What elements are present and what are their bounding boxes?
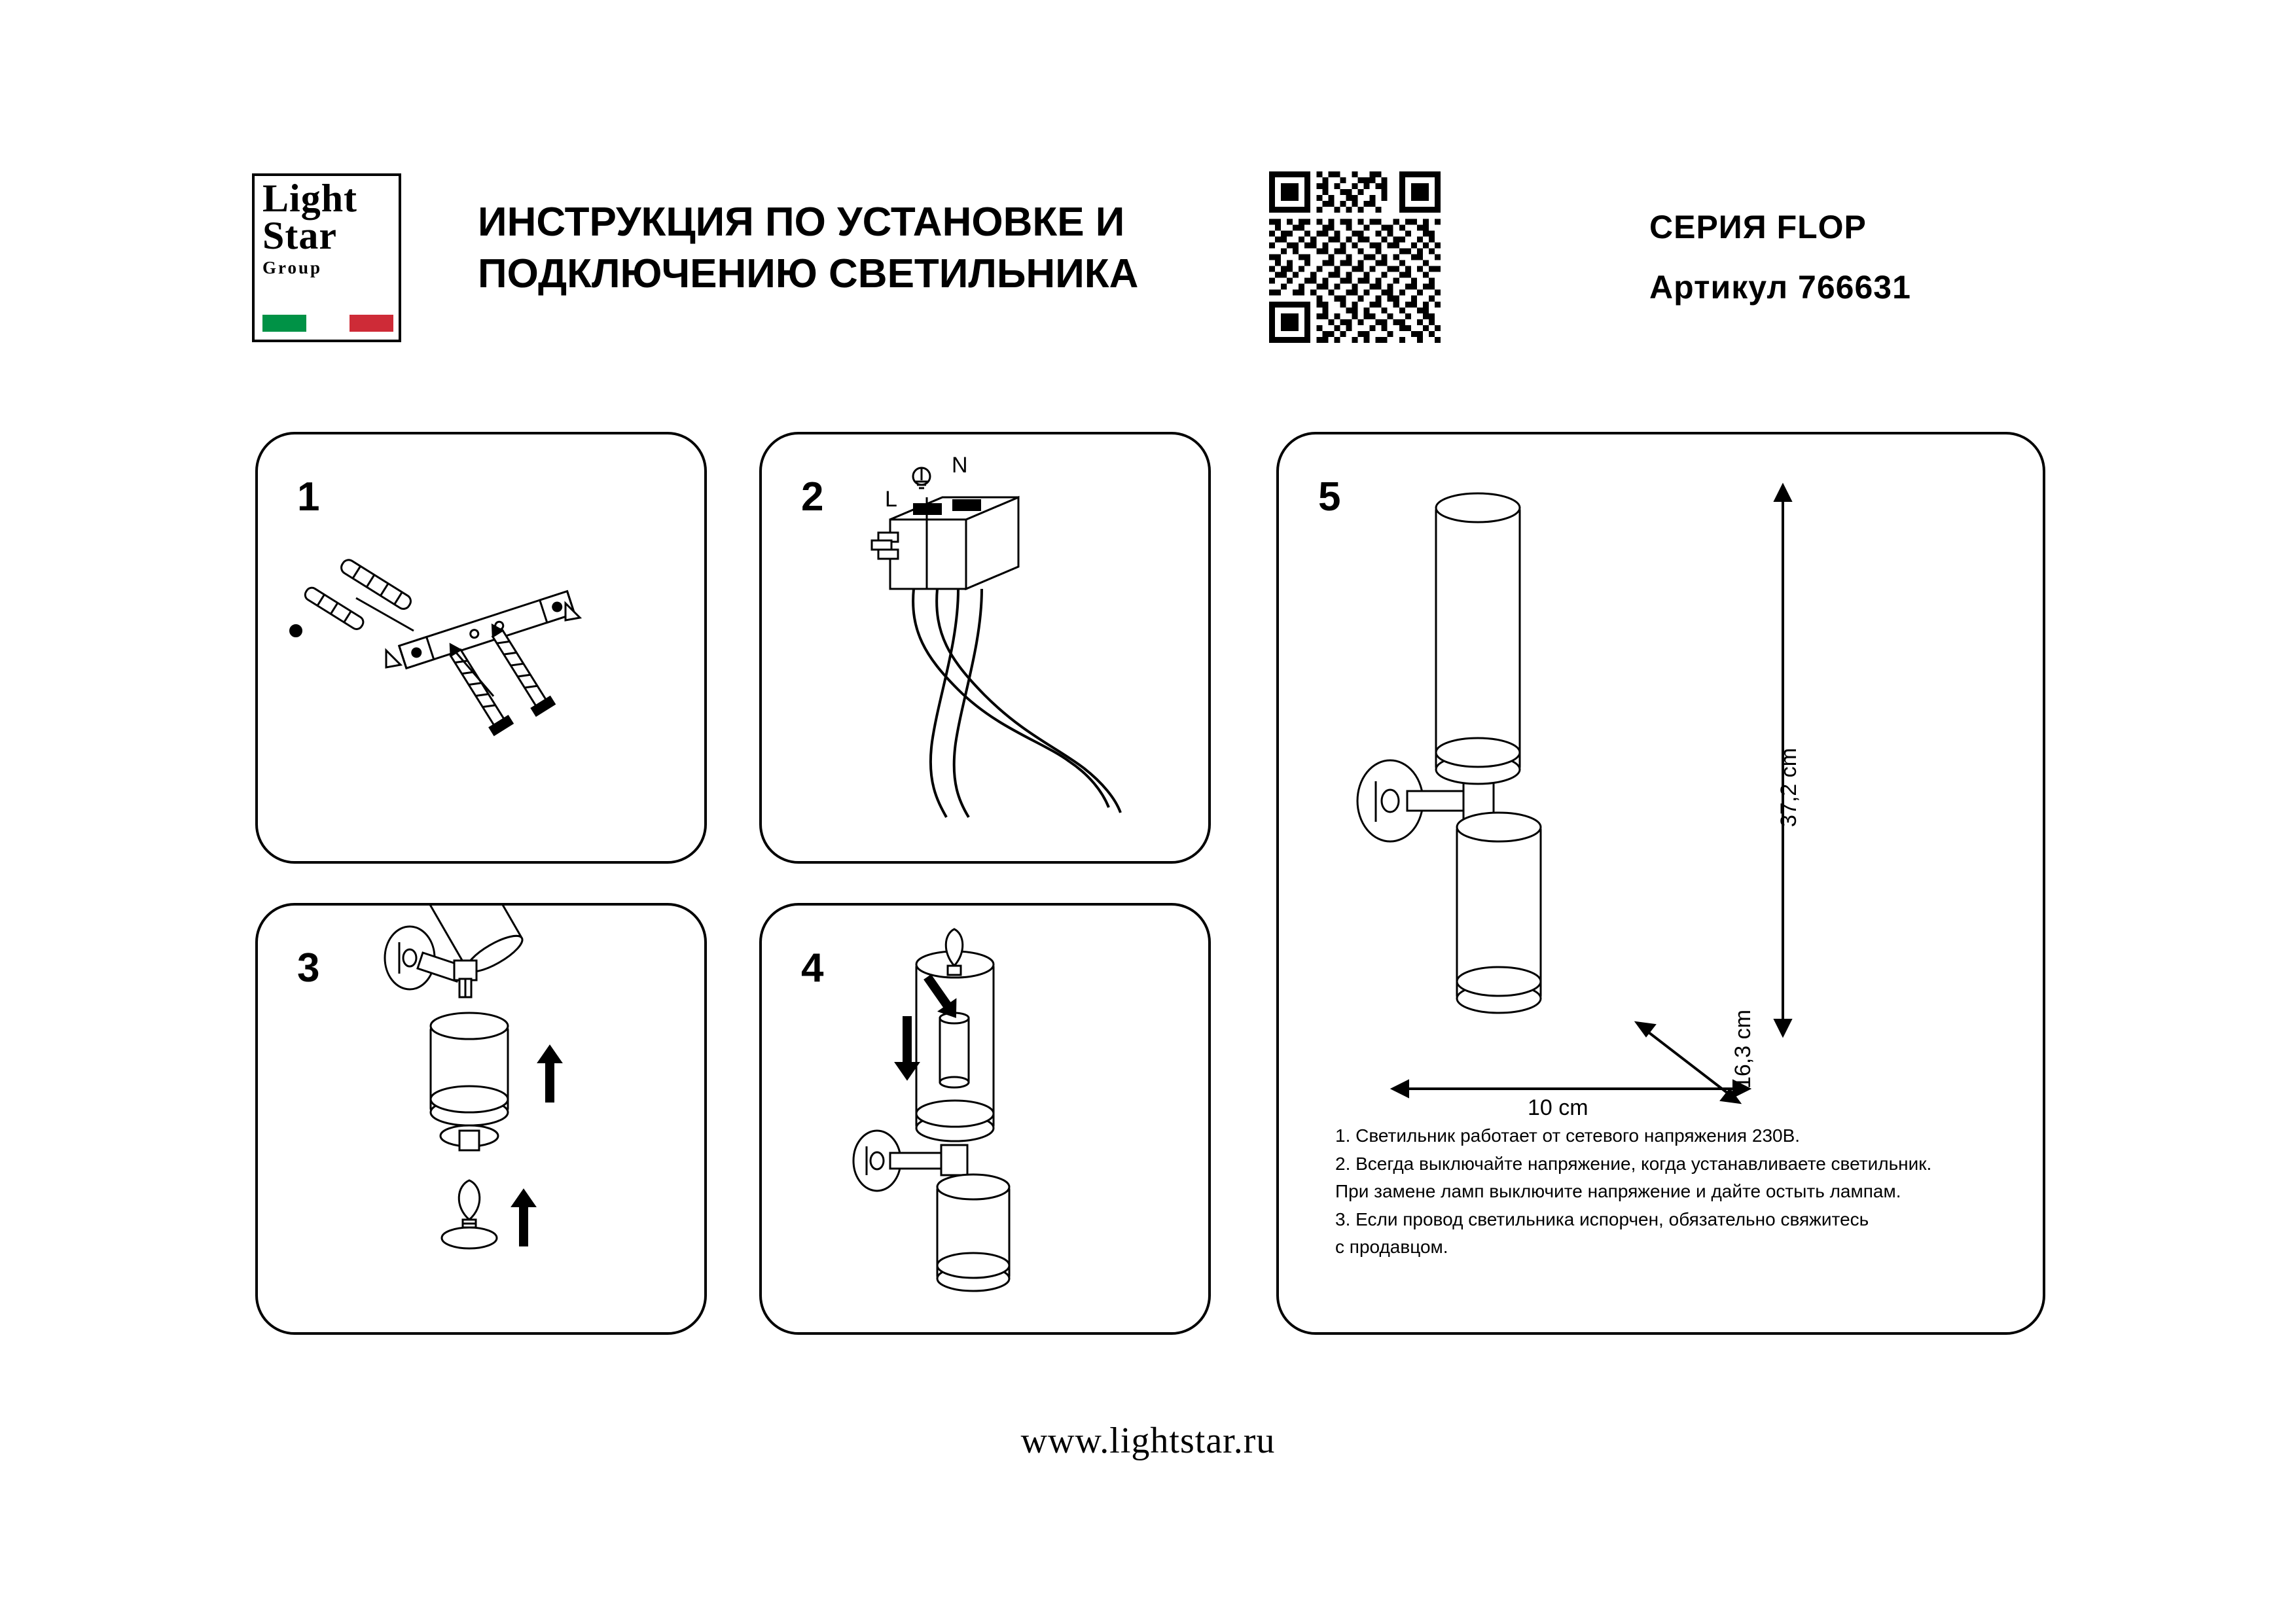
note-line-5: с продавцом. — [1335, 1237, 1448, 1258]
terminal-label-l: L — [885, 487, 897, 512]
note-line-4: 3. Если провод светильника испорчен, обязательно свяжитесь — [1335, 1209, 1869, 1229]
step-panel-2 — [759, 432, 1211, 864]
terminal-label-n: N — [952, 453, 968, 478]
step-number-5: 5 — [1318, 474, 1341, 520]
page-title: ИНСТРУКЦИЯ ПО УСТАНОВКЕ И ПОДКЛЮЧЕНИЮ СВЕТИЛЬНИКА — [478, 200, 1139, 297]
flag-white-stripe — [306, 315, 350, 332]
step-panel-1 — [255, 432, 707, 864]
terminal-block-illustration — [762, 434, 1213, 866]
note-line-1: 1. Светильник работает от сетевого напряжения 230В. — [1335, 1125, 1801, 1146]
dimension-width-label: 10 cm — [1528, 1095, 1588, 1120]
article-label: Артикул 766631 — [1649, 269, 1911, 306]
safety-notes — [1335, 1122, 1990, 1262]
note-line-2: 2. Всегда выключайте напряжение, когда устанавливаете светильник. — [1335, 1153, 1932, 1174]
dimension-height-label: 37,2 cm — [1776, 748, 1801, 827]
italian-flag-icon — [262, 315, 393, 332]
flag-red-stripe — [350, 315, 393, 332]
step-number-4: 4 — [801, 945, 824, 991]
shade-and-lamp-assembly-illustration — [258, 906, 709, 1337]
logo-line-light: Light — [262, 177, 358, 220]
website-footer[interactable]: www.lightstar.ru — [1020, 1421, 1276, 1461]
logo-wordmark — [262, 177, 393, 277]
step-panel-4 — [759, 903, 1211, 1335]
step-number-1: 1 — [297, 474, 320, 520]
step-panel-3 — [255, 903, 707, 1335]
dimension-depth-label: 16,3 cm — [1731, 1010, 1755, 1089]
note-line-3: При замене ламп выключите напряжение и дайте остыть лампам. — [1335, 1181, 1901, 1202]
qr-code-icon — [1257, 171, 1453, 343]
flag-green-stripe — [262, 315, 306, 332]
series-label: СЕРИЯ FLOP — [1649, 209, 1867, 245]
bracket-screws-illustration — [258, 434, 709, 866]
logo-line-star: Star — [262, 214, 337, 257]
logo-line-group: Group — [262, 258, 323, 277]
brand-logo — [252, 173, 401, 342]
step-number-3: 3 — [297, 945, 320, 991]
step-number-2: 2 — [801, 474, 824, 520]
insert-lamp-illustration — [762, 906, 1213, 1337]
